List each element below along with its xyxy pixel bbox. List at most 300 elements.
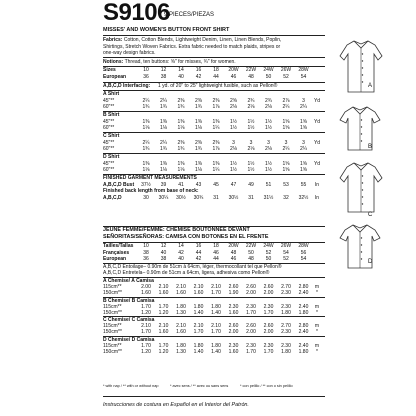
view-a-label: A bbox=[368, 83, 373, 89]
table-cell: 46 bbox=[230, 256, 237, 262]
table-cell: 20W bbox=[228, 243, 239, 249]
table-cell: 2.30 bbox=[281, 329, 291, 335]
table-cell: 1⅛ bbox=[142, 125, 150, 131]
table-cell: 26W bbox=[280, 243, 292, 249]
table-cell: 2¼ bbox=[160, 139, 167, 146]
table-cell: 1.70 bbox=[193, 329, 204, 335]
table-cell: 2.30 bbox=[246, 303, 256, 310]
table-cell: 1½ bbox=[265, 118, 272, 125]
table-cell: 41 bbox=[178, 181, 184, 188]
view-yardage-title: B Shirt bbox=[103, 112, 120, 118]
table-cell: 38 bbox=[160, 74, 167, 80]
table-cell: 2¾ bbox=[265, 97, 272, 104]
row-label: Sizes bbox=[103, 67, 116, 73]
spanish-title: SEÑORITAS/SEÑORAS: CAMISA CON BOTONES EN EL FRENTE bbox=[103, 234, 269, 240]
table-cell: 1¾ bbox=[195, 146, 202, 152]
row-label: 60"** bbox=[103, 125, 115, 131]
table-cell: 37½ bbox=[141, 181, 151, 188]
table-cell: 1⅝ bbox=[300, 160, 307, 167]
row-label: 150cm** bbox=[103, 348, 122, 355]
pattern-title: MISSES' AND WOMEN'S BUTTON FRONT SHIRT bbox=[103, 27, 230, 33]
table-cell: 1.80 bbox=[298, 348, 309, 355]
table-cell: 1⅜ bbox=[195, 160, 202, 167]
unit-cell: * bbox=[316, 348, 318, 355]
table-row bbox=[103, 104, 325, 111]
table-cell: 12 bbox=[160, 67, 167, 73]
notions-line bbox=[103, 59, 236, 66]
table-row bbox=[103, 167, 325, 174]
table-cell: 30¾ bbox=[193, 194, 204, 201]
table-cell: 1⅝ bbox=[300, 167, 307, 173]
table-cell: 1⅛ bbox=[160, 125, 167, 131]
table-cell: 1¼ bbox=[212, 167, 220, 173]
table-cell: 31 bbox=[213, 194, 219, 201]
row-label: European bbox=[103, 74, 127, 80]
table-cell: 2.40 bbox=[298, 342, 309, 349]
table-cell: 48 bbox=[230, 249, 237, 256]
table-cell: 2.10 bbox=[193, 323, 204, 329]
table-cell: 16 bbox=[195, 243, 202, 249]
table-cell: 1⅛ bbox=[195, 125, 202, 131]
table-cell: 30¼ bbox=[158, 194, 169, 201]
table-cell: 1.70 bbox=[246, 309, 256, 316]
row-label: 60"** bbox=[103, 167, 115, 173]
table-cell: 1.30 bbox=[176, 309, 186, 316]
table-cell: 1.90 bbox=[228, 290, 239, 296]
table-cell: 2⅜ bbox=[212, 97, 220, 104]
table-cell: 30 bbox=[143, 194, 149, 201]
table-cell: 53 bbox=[283, 181, 289, 188]
table-cell: 1.80 bbox=[281, 348, 291, 355]
table-cell: 2.10 bbox=[176, 284, 186, 290]
table-cell: 2.60 bbox=[246, 284, 256, 290]
table-cell: 46 bbox=[213, 249, 219, 256]
row-label: 150cm** bbox=[103, 290, 122, 296]
table-cell: 1⅝ bbox=[282, 160, 290, 167]
table-row bbox=[103, 125, 325, 132]
table-cell: 3 bbox=[267, 139, 270, 146]
table-cell: 1.30 bbox=[176, 348, 186, 355]
table-cell: 2.80 bbox=[298, 284, 309, 290]
interfacing-label: A,B,C,D Interfacing: bbox=[103, 82, 151, 89]
table-cell: 1.60 bbox=[193, 290, 204, 296]
table-cell: 1.20 bbox=[141, 348, 151, 355]
unit-cell: Yd bbox=[313, 160, 321, 167]
table-cell: 42 bbox=[178, 249, 184, 256]
view-b-label: B bbox=[368, 144, 373, 150]
table-cell: 1.80 bbox=[176, 303, 186, 310]
divider bbox=[103, 111, 325, 112]
table-cell: 1.70 bbox=[141, 342, 151, 349]
table-cell: 52 bbox=[283, 256, 289, 262]
table-cell: 2.40 bbox=[298, 329, 309, 335]
table-cell: 44 bbox=[213, 74, 219, 80]
table-cell: 1⅛ bbox=[195, 167, 202, 173]
table-cell: 32½ bbox=[298, 194, 309, 201]
table-cell: 2.40 bbox=[298, 303, 309, 310]
table-cell: 1⅝ bbox=[300, 125, 307, 131]
table-cell: 44 bbox=[213, 256, 219, 262]
table-cell: 50 bbox=[248, 249, 254, 256]
row-label: 115cm** bbox=[103, 303, 122, 310]
table-cell: 1.70 bbox=[246, 348, 256, 355]
table-cell: 1½ bbox=[247, 118, 255, 125]
table-cell: 2.00 bbox=[263, 329, 274, 335]
divider bbox=[103, 57, 325, 58]
table-cell: 24W bbox=[263, 67, 274, 73]
table-cell: 2.60 bbox=[263, 284, 274, 290]
unit-cell: m bbox=[314, 323, 320, 329]
table-cell: 1.60 bbox=[158, 329, 169, 335]
table-cell: 2.30 bbox=[281, 303, 291, 310]
table-cell: 14 bbox=[178, 243, 184, 249]
table-cell: 38 bbox=[160, 256, 167, 262]
finished-measurements-title: FINISHED GARMENT MEASUREMENTS bbox=[103, 175, 197, 181]
table-cell: 3 bbox=[302, 139, 305, 146]
table-cell: 3 bbox=[302, 97, 305, 104]
table-cell: 2.80 bbox=[298, 323, 309, 329]
unit-cell: m bbox=[314, 342, 320, 349]
table-cell: 2⅛ bbox=[247, 104, 255, 110]
table-cell: 2¼ bbox=[142, 97, 150, 104]
table-cell: 1.80 bbox=[281, 309, 291, 316]
table-cell: 3 bbox=[284, 139, 288, 146]
table-cell: 1.80 bbox=[193, 303, 204, 310]
table-cell: 1.40 bbox=[211, 309, 221, 316]
table-cell: 18 bbox=[213, 67, 219, 73]
notions-label: Notions: bbox=[103, 59, 124, 65]
view-d-shirt-sketch bbox=[336, 222, 384, 272]
table-cell: 2⅜ bbox=[177, 97, 185, 104]
table-cell: 56 bbox=[300, 249, 307, 256]
unit-cell: m bbox=[314, 284, 320, 290]
table-cell: 28W bbox=[298, 243, 309, 249]
row-label: 45"** bbox=[103, 139, 115, 146]
table-cell: 48 bbox=[248, 74, 254, 80]
table-cell: 10 bbox=[143, 67, 149, 73]
row-label: 60"** bbox=[103, 146, 115, 152]
unit-cell: * bbox=[316, 329, 318, 335]
table-cell: 54 bbox=[300, 256, 307, 262]
table-cell: 1⅛ bbox=[142, 167, 150, 173]
table-cell: 12 bbox=[160, 243, 167, 249]
table-cell: 2.00 bbox=[141, 284, 151, 290]
view-metric-title: A Chemise/ A Camisa bbox=[103, 278, 154, 284]
table-cell: 1.70 bbox=[211, 329, 221, 335]
view-c-label: C bbox=[368, 212, 373, 218]
unit-cell: Yd bbox=[313, 118, 321, 125]
row-label: Françaises bbox=[103, 249, 130, 256]
table-cell: 54 bbox=[283, 249, 289, 256]
table-cell: 2¼ bbox=[300, 146, 307, 152]
unit-cell: * bbox=[316, 309, 318, 316]
table-cell: 52 bbox=[265, 249, 272, 256]
fabrics-line-3: one-way design fabrics. bbox=[103, 50, 156, 56]
table-cell: 1½ bbox=[247, 160, 255, 167]
row-label: 150cm** bbox=[103, 329, 122, 335]
view-a-shirt-sketch bbox=[338, 38, 384, 96]
nap-note-en: * with nap / ** with or without nap bbox=[103, 384, 159, 388]
table-cell: 2¼ bbox=[160, 97, 167, 104]
table-cell: 30½ bbox=[228, 194, 239, 201]
table-cell: 2.40 bbox=[298, 290, 309, 296]
table-cell: 1¾ bbox=[160, 146, 167, 152]
table-cell: 1.80 bbox=[176, 342, 186, 349]
table-cell: 2.00 bbox=[263, 290, 274, 296]
divider bbox=[103, 132, 325, 133]
table-cell: 2⅛ bbox=[265, 104, 272, 110]
table-cell: 1.60 bbox=[228, 348, 239, 355]
table-cell: 2.10 bbox=[211, 284, 221, 290]
table-cell: 2.10 bbox=[158, 284, 169, 290]
table-cell: 36 bbox=[143, 256, 149, 262]
unit-cell: In bbox=[314, 181, 320, 188]
table-cell: 1.20 bbox=[141, 309, 151, 316]
row-label: A,B,C,D Bust bbox=[103, 181, 135, 188]
table-cell: 20W bbox=[228, 67, 239, 73]
table-cell: 2.30 bbox=[246, 342, 256, 349]
table-cell: 2.30 bbox=[263, 303, 274, 310]
table-cell: 1.70 bbox=[263, 348, 274, 355]
table-cell: 52 bbox=[283, 74, 289, 80]
table-cell: 44 bbox=[195, 249, 202, 256]
french-title: JEUNE FEMME/FEMME: CHEMISE BOUTONNÉE DEVANT bbox=[103, 227, 250, 233]
entretela-text: A,B,C,D Entretela– 0.90m de 51cm a 64cm, ligera, adhesiva como Pellon® bbox=[103, 270, 270, 276]
table-cell: 2.60 bbox=[228, 284, 239, 290]
table-cell: 30½ bbox=[176, 194, 186, 201]
view-metric-title: B Chemise/ B Camisa bbox=[103, 297, 155, 304]
view-yardage-title: C Shirt bbox=[103, 133, 120, 139]
table-cell: 50 bbox=[265, 256, 272, 262]
table-cell: 48 bbox=[248, 256, 254, 262]
table-cell: 1⅜ bbox=[212, 160, 220, 167]
view-metric-title: C Chemise/ C Camisa bbox=[103, 317, 155, 323]
table-cell: 2⅜ bbox=[195, 97, 202, 104]
table-cell: 10 bbox=[143, 243, 149, 249]
table-cell: 55 bbox=[300, 181, 307, 188]
table-cell: 16 bbox=[195, 67, 202, 73]
unit-cell: In bbox=[314, 194, 320, 201]
table-cell: 32 bbox=[283, 194, 289, 201]
table-cell: 2.30 bbox=[228, 303, 239, 310]
table-cell: 2⅛ bbox=[230, 104, 237, 110]
table-cell: 18 bbox=[213, 243, 219, 249]
nap-note-es: * con pelillo / ** con o sin pelillo bbox=[240, 384, 293, 388]
table-cell: 49 bbox=[248, 181, 254, 188]
row-label: European bbox=[103, 256, 127, 262]
table-cell: 1⅝ bbox=[300, 118, 307, 125]
pattern-number: S9106 bbox=[103, 0, 170, 26]
unit-cell: m bbox=[314, 303, 320, 310]
divider bbox=[103, 396, 325, 397]
table-cell: 2.60 bbox=[246, 323, 256, 329]
table-cell: 24W bbox=[263, 243, 274, 249]
table-cell: 2.00 bbox=[228, 329, 239, 335]
table-cell: 2.10 bbox=[158, 323, 169, 329]
table-cell: 1⅞ bbox=[212, 146, 220, 152]
table-cell: 1.60 bbox=[141, 290, 151, 296]
row-label: 45"** bbox=[103, 160, 115, 167]
divider bbox=[103, 35, 325, 36]
finished-length-title: Finished back length from base of neck: bbox=[103, 188, 199, 194]
table-cell: 1.80 bbox=[298, 309, 309, 316]
table-cell: 3 bbox=[232, 139, 235, 146]
table-cell: 36 bbox=[143, 74, 149, 80]
table-cell: 1.80 bbox=[211, 303, 221, 310]
table-row bbox=[103, 146, 325, 153]
table-cell: 2.30 bbox=[281, 290, 291, 296]
table-row bbox=[103, 74, 325, 81]
fabrics-label: Fabrics: bbox=[103, 37, 123, 43]
table-cell: 1⅜ bbox=[177, 160, 185, 167]
table-cell: 1⅝ bbox=[282, 125, 290, 131]
view-c-shirt-sketch bbox=[338, 160, 384, 216]
nap-note-fr: * avec sens / ** avec ou sans sens bbox=[170, 384, 229, 388]
table-cell: 2⅛ bbox=[230, 146, 237, 152]
table-cell: 47 bbox=[230, 181, 237, 188]
table-cell: 54 bbox=[300, 74, 307, 80]
table-cell: 2⅜ bbox=[177, 139, 185, 146]
table-cell: 1⅛ bbox=[177, 167, 185, 173]
table-cell: 1⅜ bbox=[212, 118, 220, 125]
table-cell: 22W bbox=[245, 243, 257, 249]
table-cell: 22W bbox=[245, 67, 257, 73]
table-cell: 1.70 bbox=[211, 290, 221, 296]
row-label: A,B,C,D bbox=[103, 194, 122, 201]
table-cell: 1½ bbox=[265, 160, 272, 167]
view-yardage-title: D Shirt bbox=[103, 154, 120, 160]
table-row bbox=[103, 256, 325, 263]
table-cell: 28W bbox=[298, 67, 309, 73]
table-cell: 1¾ bbox=[177, 146, 185, 152]
table-cell: 1⅝ bbox=[282, 118, 290, 125]
table-cell: 2.00 bbox=[246, 329, 256, 335]
entoilage-text: A,B,C,D Entoilage– 0.90m de 51cm à 64cm, léger, thermocollant tel que Pellon® bbox=[103, 264, 282, 270]
unit-cell: Yd bbox=[313, 97, 321, 104]
table-cell: 1⅜ bbox=[195, 118, 202, 125]
table-cell: 2.10 bbox=[211, 323, 221, 329]
view-yardage-title: A Shirt bbox=[103, 91, 120, 97]
table-cell: 1⅜ bbox=[160, 160, 167, 167]
row-label: 150cm** bbox=[103, 309, 122, 316]
table-cell: 2⅜ bbox=[212, 139, 220, 146]
view-d-label: D bbox=[368, 259, 373, 265]
table-cell: 2.60 bbox=[263, 323, 274, 329]
table-cell: 50 bbox=[265, 74, 272, 80]
notions-text: Thread, ten buttons: ⅝" for misses, ¾" for women. bbox=[124, 59, 236, 65]
table-cell: 1½ bbox=[230, 167, 237, 173]
table-cell: 1.60 bbox=[158, 290, 169, 296]
table-cell: 2⅛ bbox=[247, 146, 255, 152]
row-label: 115cm** bbox=[103, 284, 122, 290]
table-cell: 2.10 bbox=[193, 284, 204, 290]
table-cell: 1.70 bbox=[141, 329, 151, 335]
table-cell: 1½ bbox=[247, 167, 255, 173]
table-cell: 1.70 bbox=[158, 303, 169, 310]
row-label: Tailles/Tallas bbox=[103, 243, 134, 249]
table-cell: 1½ bbox=[247, 125, 255, 131]
table-cell: 1.70 bbox=[158, 342, 169, 349]
table-row bbox=[103, 67, 325, 74]
fabrics-text: Cotton, Cotton Blends, Lightweight Denim, Linen, Linen Blends, Poplin, bbox=[123, 37, 282, 43]
table-cell: 2¼ bbox=[300, 104, 307, 110]
table-cell: 2¼ bbox=[142, 139, 150, 146]
table-cell: 1⅝ bbox=[282, 167, 290, 173]
table-cell: 2¾ bbox=[247, 97, 255, 104]
table-cell: 2.30 bbox=[263, 342, 274, 349]
table-cell: 2⅛ bbox=[265, 146, 272, 152]
table-cell: 1½ bbox=[265, 125, 272, 131]
table-cell: 1.60 bbox=[176, 329, 186, 335]
table-cell: 1½ bbox=[230, 125, 237, 131]
table-cell: 2.30 bbox=[281, 342, 291, 349]
table-cell: 2⅜ bbox=[195, 139, 202, 146]
table-cell: 46 bbox=[230, 74, 237, 80]
table-cell: 1¾ bbox=[160, 104, 167, 110]
table-cell: 1.40 bbox=[193, 309, 204, 316]
fabrics-line-2: Shirtings, Stretch Woven Fabrics. Extra fabric needed to match plaids, stripes or bbox=[103, 43, 281, 50]
row-label: 115cm** bbox=[103, 342, 122, 349]
table-cell: 1.20 bbox=[158, 309, 169, 316]
interfacing-text: 1 yd. of 20" to 25" lightweight fusible, such as Pellon® bbox=[158, 82, 278, 89]
table-cell: 1⅜ bbox=[177, 118, 185, 125]
table-cell: 26W bbox=[280, 67, 292, 73]
table-cell: 3 bbox=[249, 139, 253, 146]
table-cell: 14 bbox=[178, 67, 184, 73]
table-cell: 2.10 bbox=[141, 323, 151, 329]
table-cell: 2¼ bbox=[282, 104, 290, 110]
view-metric-title: D Chemise/ D Camisa bbox=[103, 336, 155, 343]
table-cell: 2.70 bbox=[281, 284, 291, 290]
table-cell: 1⅛ bbox=[177, 125, 185, 131]
divider bbox=[103, 153, 325, 154]
table-cell: 1⅞ bbox=[212, 104, 220, 110]
row-label: 45"** bbox=[103, 97, 115, 104]
table-cell: 2¼ bbox=[282, 146, 290, 152]
table-cell: 31½ bbox=[263, 194, 274, 201]
table-cell: 1⅜ bbox=[160, 118, 167, 125]
table-cell: 1.70 bbox=[263, 309, 274, 316]
table-row bbox=[103, 349, 325, 356]
table-cell: 45 bbox=[213, 181, 219, 188]
table-cell: 31 bbox=[248, 194, 254, 201]
table-cell: 40 bbox=[160, 249, 167, 256]
table-cell: 43 bbox=[195, 181, 202, 188]
pieces-count: 9 PIECES/PIEZAS bbox=[164, 12, 215, 18]
table-cell: 2.30 bbox=[228, 342, 239, 349]
table-cell: 1.40 bbox=[193, 348, 204, 355]
table-cell: 42 bbox=[195, 74, 202, 80]
unit-cell: * bbox=[316, 290, 318, 296]
table-cell: 1⅜ bbox=[142, 118, 150, 125]
table-cell: 1.60 bbox=[228, 309, 239, 316]
row-label: 45"** bbox=[103, 118, 115, 125]
table-cell: 2⅞ bbox=[282, 97, 290, 104]
table-cell: 39 bbox=[160, 181, 167, 188]
unit-cell: Yd bbox=[313, 139, 321, 146]
table-cell: 1½ bbox=[265, 167, 272, 173]
table-cell: 42 bbox=[195, 256, 202, 262]
table-cell: 1.70 bbox=[141, 303, 151, 310]
view-b-shirt-sketch bbox=[336, 104, 384, 154]
divider bbox=[103, 90, 325, 91]
table-cell: 40 bbox=[178, 256, 184, 262]
table-cell: 2.00 bbox=[246, 290, 256, 296]
table-cell: 51 bbox=[265, 181, 272, 188]
table-cell: 38 bbox=[143, 249, 149, 256]
table-cell: 2.60 bbox=[228, 323, 239, 329]
table-cell: 1¼ bbox=[212, 125, 220, 131]
